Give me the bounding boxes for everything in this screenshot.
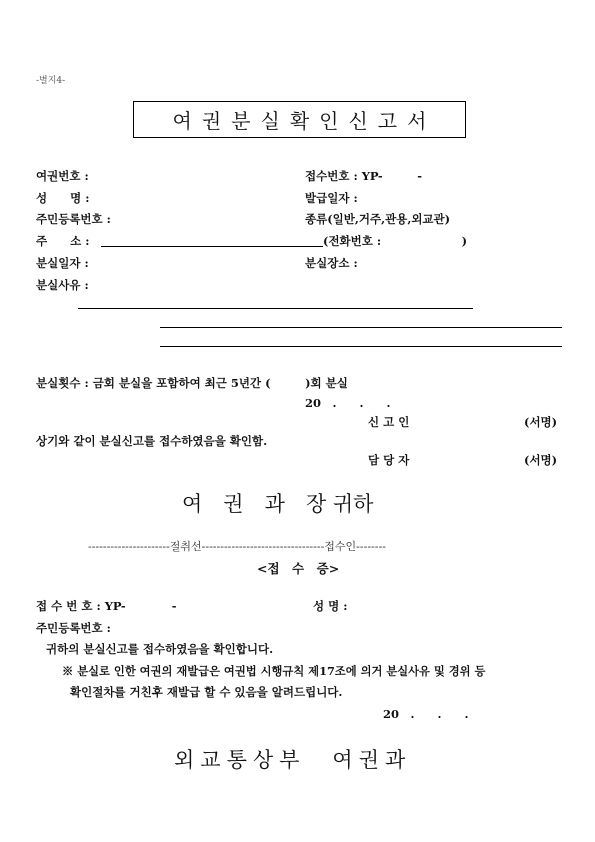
passport-number-label: 여권번호 : — [36, 169, 89, 183]
reporter-label: 신 고 인 — [368, 415, 410, 429]
confirm-text: 상기와 같이 분실신고를 접수하였음을 확인함. — [36, 434, 268, 448]
receipt-resident-number: 주민등록번호 : — [36, 621, 111, 635]
receipt-title: <접 수 증> — [257, 561, 340, 576]
officer-label: 담 당 자 — [368, 453, 410, 467]
reason-line-3 — [160, 346, 562, 347]
resident-number-label: 주민등록번호 : — [36, 212, 111, 226]
date-line: 20 . . . — [305, 396, 391, 410]
receipt-notice-line-1: ※ 분실로 인한 여권의 재발급은 여권법 시행규칙 제17조에 의거 분실사유 및 경위 등 — [62, 664, 486, 678]
receipt-notice-line-2: 확인절차를 거친후 재발급 할 수 있음을 알려드립니다. — [70, 685, 343, 699]
name-label: 성 명 : — [36, 191, 90, 205]
reason-line-2 — [160, 327, 562, 328]
receipt-name-label: 성 명 : — [313, 599, 348, 613]
loss-date-label: 분실일자 : — [36, 256, 89, 270]
receipt-date: 20 . . . — [383, 707, 469, 721]
officer-signature: (서명) — [524, 453, 558, 467]
phone-label: (전화번호 : ) — [323, 234, 468, 248]
cut-line: ----------------------절취선---------------------------------접수인-------- — [88, 540, 386, 553]
receipt-number-label: 접수번호 : YP- - — [305, 169, 422, 183]
reason-line-1 — [78, 308, 473, 309]
receipt-number: 접 수 번 호 : YP- - — [36, 599, 177, 613]
addressee: 여 권 과 장 귀하 — [182, 492, 374, 516]
loss-count-text: 분실횟수 : 금회 분실을 포함하여 최근 5년간 ( )회 분실 — [36, 376, 348, 390]
issue-date-label: 발급일자 : — [305, 191, 358, 205]
reporter-signature: (서명) — [524, 415, 558, 429]
loss-reason-label: 분실사유 : — [36, 278, 89, 292]
issuer-name: 외교통상부 여권과 — [174, 748, 412, 772]
receipt-confirm-text: 귀하의 분실신고를 접수하였음을 확인합니다. — [46, 642, 274, 656]
passport-type-label: 종류(일반,거주,관용,외교관) — [305, 212, 451, 226]
form-title: 여권분실확인신고서 — [172, 109, 437, 133]
address-label: 주 소 : — [36, 234, 90, 248]
attachment-label: -별지4- — [36, 76, 66, 86]
loss-place-label: 분실장소 : — [305, 256, 358, 270]
form-title-box — [133, 101, 466, 138]
address-underline — [101, 246, 323, 247]
